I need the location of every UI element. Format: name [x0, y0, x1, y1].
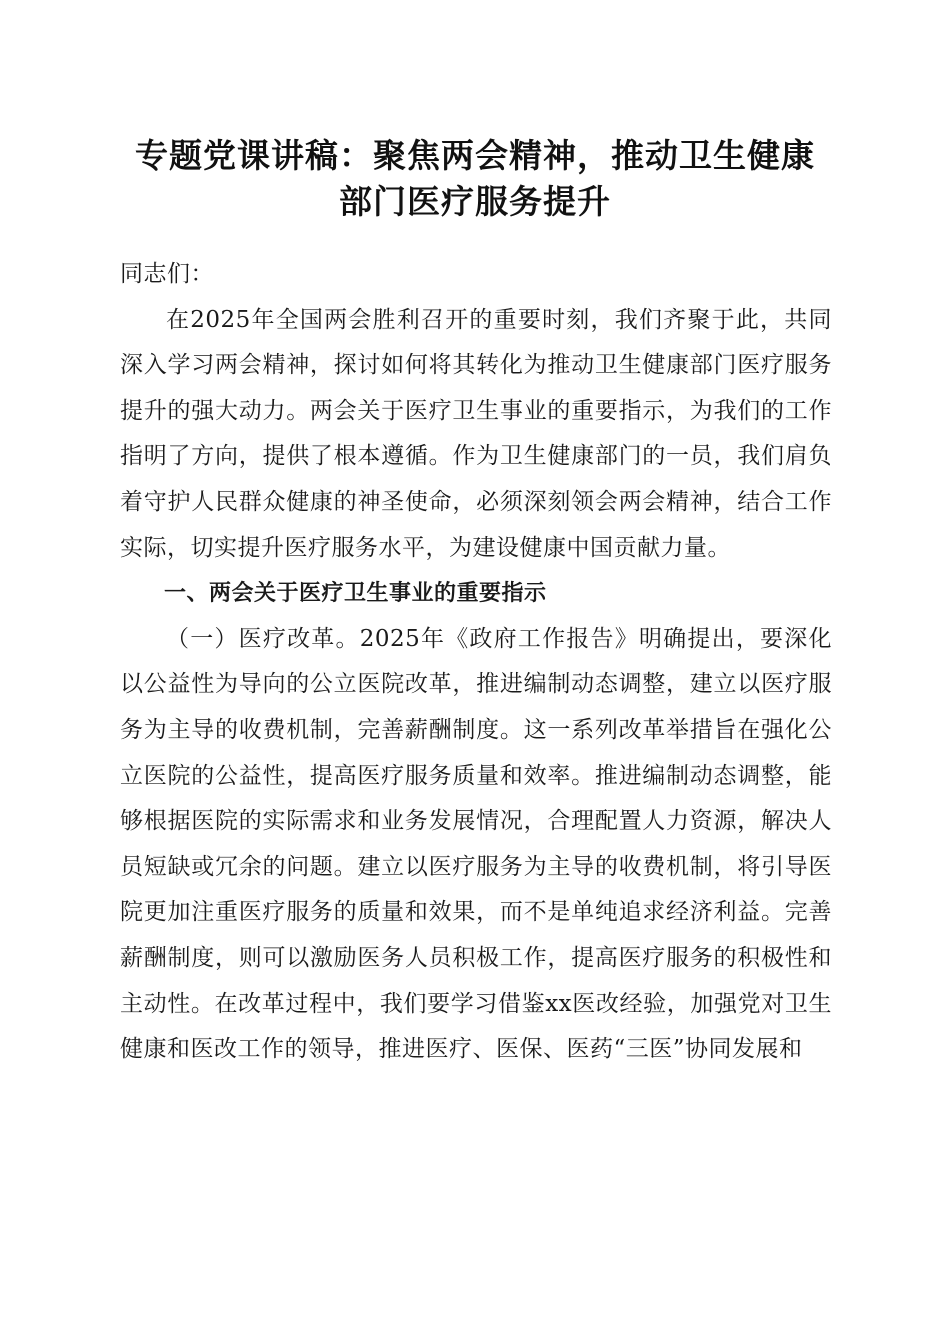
document-body	[120, 252, 832, 1073]
section-1-paragraph-1: （一）医疗改革。2025年《政府工作报告》明确提出，要深化以公益性为导向的公立医院改革，推进编制动态调整，建立以医疗服务为主导的收费机制，完善薪酬制度。这一系列改革举措旨在强化公立医院的公益性，提高医疗服务质量和效率。推进编制动态调整，能够根据医院的实际需求和业务发展情况，合理配置人力资源，解决人员短缺或冗余的问题。建立以医疗服务为主导的收费机制，将引导医院更加注重医疗服务的质量和效果，而不是单纯追求经济利益。完善薪酬制度，则可以激励医务人员积极工作，提高医疗服务的积极性和主动性。在改革过程中，我们要学习借鉴xx医改经验，加强党对卫生健康和医改工作的领导，推进医疗、医保、医药“三医”协同发展和	[120, 625, 832, 1063]
title-line-2: 部门医疗服务提升	[339, 182, 611, 221]
title-line-1: 专题党课讲稿：聚焦两会精神，推动卫生健康	[135, 136, 815, 175]
section-heading-1: 一、两会关于医疗卫生事业的重要指示	[164, 581, 547, 607]
document-title	[90, 133, 860, 225]
salutation: 同志们：	[120, 261, 214, 287]
intro-paragraph: 在2025年全国两会胜利召开的重要时刻，我们齐聚于此，共同深入学习两会精神，探讨如何将其转化为推动卫生健康部门医疗服务提升的强大动力。两会关于医疗卫生事业的重要指示，为我们的工作指明了方向，提供了根本遵循。作为卫生健康部门的一员，我们肩负着守护人民群众健康的神圣使命，必须深刻领会两会精神，结合工作实际，切实提升医疗服务水平，为建设健康中国贡献力量。	[120, 306, 832, 561]
